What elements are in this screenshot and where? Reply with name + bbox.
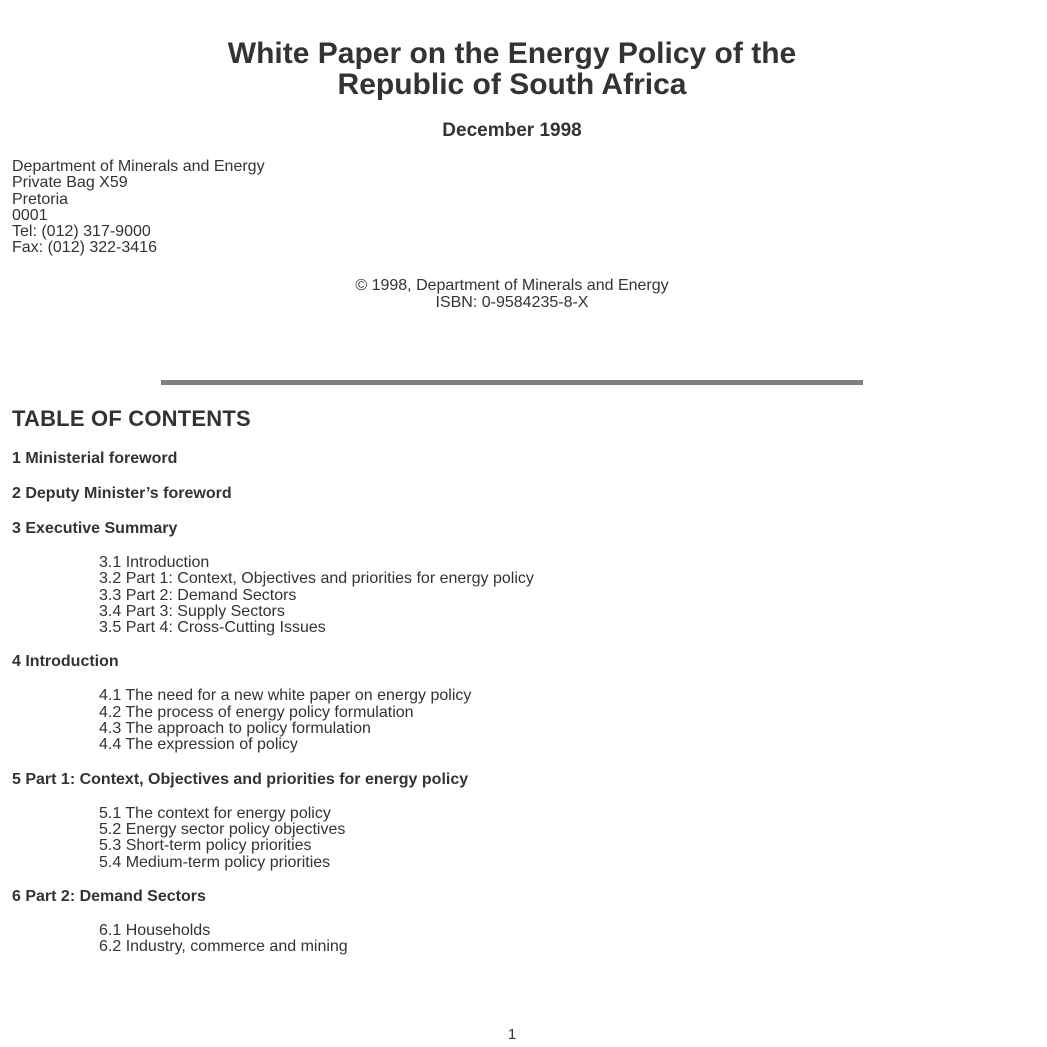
toc-subsection-item[interactable]: 5.2 Energy sector policy objectives — [99, 820, 346, 838]
toc-section — [12, 888, 1012, 956]
toc-section — [12, 450, 1012, 468]
toc-subsection-item[interactable]: 3.2 Part 1: Context, Objectives and priorities for energy policy — [99, 570, 534, 588]
toc-subsection-item[interactable]: 4.4 The expression of policy — [99, 736, 298, 754]
address-line: 0001 — [12, 206, 48, 224]
publication-date: December 1998 — [442, 120, 582, 141]
copyright-notice: © 1998, Department of Minerals and Energy — [355, 277, 669, 294]
address-line: Tel: (012) 317-9000 — [12, 223, 151, 241]
toc-heading: TABLE OF CONTENTS — [12, 406, 251, 431]
document-title-line-1: White Paper on the Energy Policy of the — [227, 37, 797, 70]
horizontal-divider — [161, 380, 863, 385]
copyright-block — [0, 277, 1024, 311]
toc-subsection-item[interactable]: 5.3 Short-term policy priorities — [99, 837, 312, 855]
toc-subsection-item[interactable]: 3.1 Introduction — [99, 554, 210, 571]
toc-section — [12, 771, 1012, 871]
toc-section-title[interactable]: 2 Deputy Minister’s foreword — [12, 485, 232, 502]
toc-section-title[interactable]: 5 Part 1: Context, Objectives and priorities for energy policy — [12, 770, 469, 788]
address-line: Department of Minerals and Energy — [12, 158, 265, 175]
toc-section-title[interactable]: 4 Introduction — [12, 653, 119, 671]
toc-subsection-item[interactable]: 3.3 Part 2: Demand Sectors — [99, 586, 297, 604]
toc-section — [12, 520, 1012, 636]
table-of-contents — [12, 450, 1012, 972]
toc-section — [12, 653, 1012, 753]
document-title-line-2: Republic of South Africa — [337, 68, 687, 101]
toc-subsection-list — [99, 688, 1012, 753]
toc-subsection-item[interactable]: 4.1 The need for a new white paper on energy policy — [99, 687, 472, 705]
toc-section — [12, 485, 1012, 503]
toc-section-title[interactable]: 3 Executive Summary — [12, 520, 178, 537]
address-line: Pretoria — [12, 190, 69, 208]
toc-subsection-list — [99, 806, 1012, 871]
toc-subsection-item[interactable]: 6.2 Industry, commerce and mining — [99, 938, 348, 956]
address-line: Fax: (012) 322-3416 — [12, 239, 157, 257]
document-title — [0, 38, 1024, 100]
toc-subsection-list — [99, 923, 1012, 956]
toc-subsection-item[interactable]: 3.4 Part 3: Supply Sectors — [99, 602, 285, 620]
toc-section-title[interactable]: 6 Part 2: Demand Sectors — [12, 887, 206, 905]
address-block — [12, 159, 265, 257]
toc-subsection-item[interactable]: 5.1 The context for energy policy — [99, 804, 331, 822]
address-line: Private Bag X59 — [12, 174, 128, 192]
toc-subsection-item[interactable]: 3.5 Part 4: Cross-Cutting Issues — [99, 619, 326, 637]
toc-subsection-item[interactable]: 4.3 The approach to policy formulation — [99, 720, 371, 738]
page-number: 1 — [507, 1026, 517, 1043]
toc-section-title[interactable]: 1 Ministerial foreword — [12, 450, 178, 467]
isbn: ISBN: 0-9584235-8-X — [435, 294, 589, 311]
toc-subsection-item[interactable]: 4.2 The process of energy policy formulation — [99, 703, 414, 721]
toc-subsection-list — [99, 555, 1012, 636]
toc-subsection-item[interactable]: 6.1 Households — [99, 921, 211, 939]
toc-subsection-item[interactable]: 5.4 Medium-term policy priorities — [99, 853, 331, 871]
